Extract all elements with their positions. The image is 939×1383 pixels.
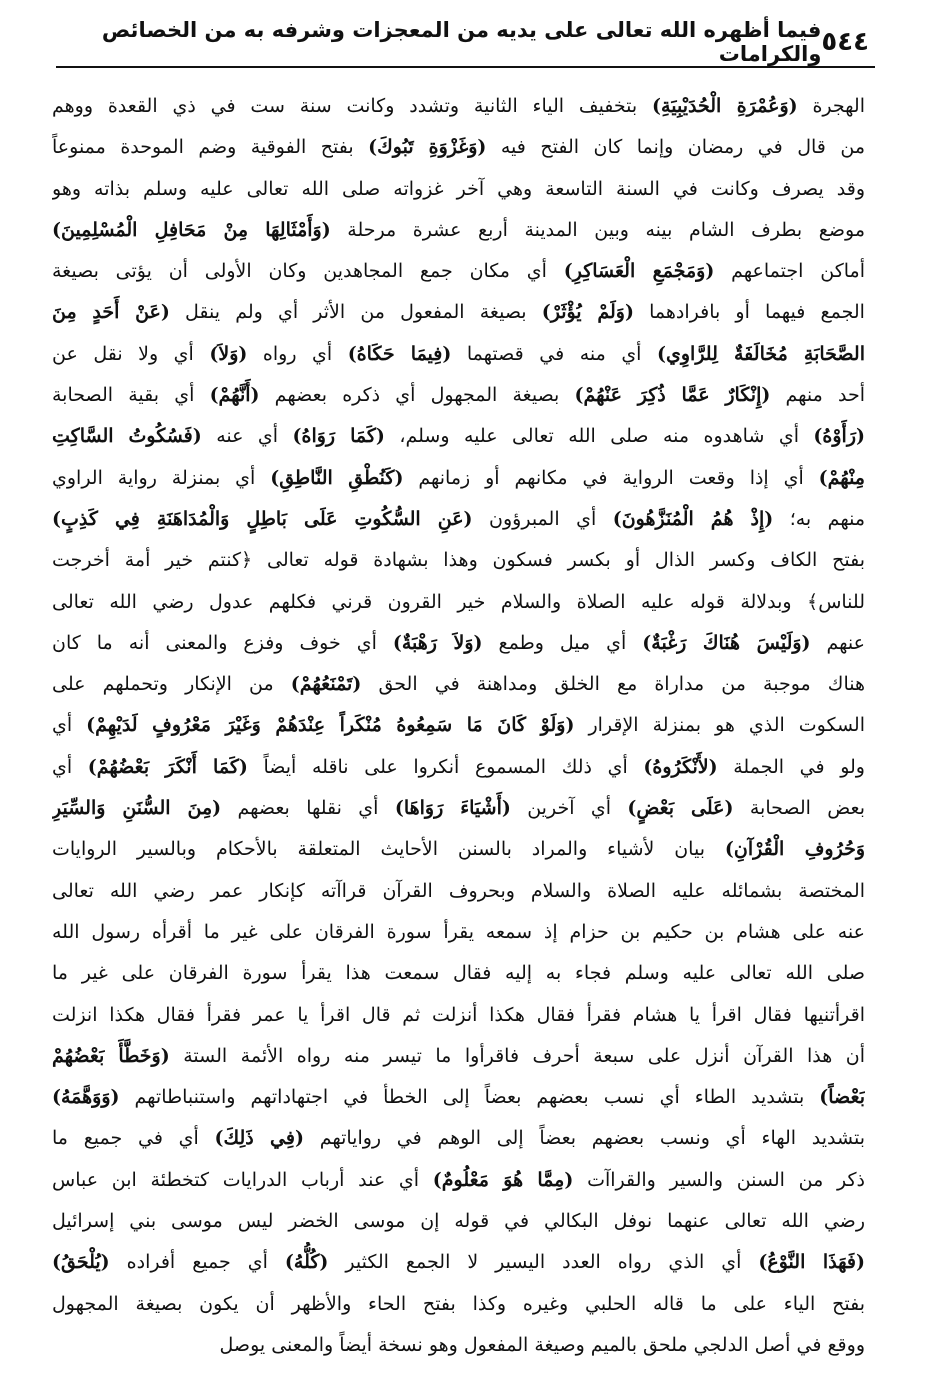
commentary-text: أي في جميع ما	[52, 1127, 215, 1150]
text-line	[52, 375, 865, 416]
text-line	[52, 1325, 865, 1366]
commentary-text: الهجرة	[797, 95, 865, 117]
text-line	[52, 995, 865, 1036]
text-line	[52, 416, 865, 457]
quoted-matn-text: (رَأَوْهُ)	[813, 425, 865, 448]
text-line	[52, 1077, 865, 1118]
commentary-text: ذكر من السنن والسير والقراآت	[573, 1168, 865, 1191]
quoted-matn-text: (وَلاَ رَهْبَةٌ)	[392, 631, 483, 654]
commentary-text: بفتح الفوقية وضم الموحدة ممنوعاً	[52, 136, 369, 159]
running-header	[58, 18, 869, 66]
commentary-text: بتشديد الهاء أي ونسب بعضهم بعضاً إلى الوهم في رواياتهم	[303, 1127, 865, 1150]
body-text	[52, 86, 865, 1366]
commentary-text: أي بقية الصحابة	[52, 384, 210, 407]
text-line	[52, 540, 865, 581]
quoted-matn-text: (عَنِ السُّكُوتِ عَلَى بَاطِلٍ وَالْمُدَاهَنَةِ فِي كَذِبٍ)	[52, 507, 473, 530]
commentary-text: اقرأتنيها فقال اقرأ يا هشام فقرأ فقال هكذا أنزلت ثم قال اقرأ يا عمر فقرأ فقال هكذا انزلت	[52, 1003, 865, 1026]
text-line	[52, 871, 865, 912]
quoted-matn-text: مِنْهُمْ)	[818, 466, 865, 489]
quoted-matn-text: (وَعُمْرَةِ الْحُدَيْبِيَةِ)	[652, 95, 798, 117]
commentary-text: أي ذلك المسموع أنكروا على ناقله أيضاً	[247, 755, 644, 778]
commentary-text: أي عنه	[201, 425, 293, 448]
quoted-matn-text: (مِنَ السُّنَنِ وَالسِّيَرِ	[52, 797, 222, 820]
text-line	[52, 705, 865, 746]
text-line	[52, 1160, 865, 1201]
commentary-text: بتشديد الطاء أي نسب بعضهم بعضاً إلى الخطأ في اجتهاداتهم واستنباطاتهم	[119, 1086, 820, 1109]
commentary-text: من قال في رمضان وإنما كان الفتح فيه	[486, 136, 865, 159]
text-line	[52, 1284, 865, 1325]
text-line	[52, 829, 865, 870]
commentary-text: بتخفيف الياء الثانية وتشدد وكانت سنة ست في ذي القعدة ووهم	[52, 95, 653, 117]
commentary-text: أي خوف وفزع والمعنى أنه ما كان	[52, 631, 393, 654]
quoted-matn-text: (فِي ذَلِكَ)	[214, 1127, 304, 1150]
quoted-matn-text: (وَلَمْ يُؤْثَرْ)	[541, 301, 634, 324]
quoted-matn-text: (فَسُكُوتُ السَّاكِتِ	[52, 425, 202, 448]
commentary-text: بفتح الياء على ما قاله الحلبي وغيره وكذا بفتح الحاء والأظهر أن يكون بصيغة المجهول	[52, 1292, 865, 1315]
commentary-text: منهم به؛	[773, 507, 865, 530]
quoted-matn-text: (وَخَطَّأَ بَعْضُهُمْ	[52, 1044, 170, 1067]
commentary-text: المختصة بشمائله عليه الصلاة والسلام وبحروف القرآن قراآته كإنكار عمر رضي الله تعالى	[52, 879, 865, 902]
quoted-matn-text: (تَمْنَعُهُمْ)	[290, 673, 362, 696]
commentary-text: السكوت الذي هو بمنزلة الإقرار	[574, 714, 865, 737]
text-line	[52, 747, 865, 788]
quoted-matn-text: وَحُرُوفِ الْقُرْآنِ)	[724, 838, 865, 861]
commentary-text: أي منه في قصتهما	[451, 342, 657, 365]
text-line	[52, 169, 865, 210]
header-divider	[56, 66, 875, 68]
commentary-text: أي الذي رواه العدد اليسير لا الجمع الكثير	[328, 1251, 759, 1274]
quoted-matn-text: بَعْضاً)	[819, 1086, 865, 1109]
quoted-matn-text: (إِذْ هُمُ الْمُنَزَّهُونَ)	[612, 507, 774, 530]
quoted-matn-text: (وَلَوْ كَانَ مَا سَمِعُوهُ مُنْكَراً عِنْدَهُمْ وَغَيْرَ مَعْرُوفٍ لَدَيْهِمْ)	[86, 714, 575, 737]
quoted-matn-text: (كَمَا أَنْكَرَ بَعْضُهُمْ)	[87, 755, 248, 778]
quoted-matn-text: (وَمَجْمَعِ الْعَسَاكِرِ)	[563, 260, 715, 283]
quoted-matn-text: (كَنُطْقِ النَّاطِقِ)	[270, 466, 404, 489]
commentary-text: الجمع فيهما أو بافرادهما	[633, 301, 865, 324]
quoted-matn-text: (لأَنْكَرُوهُ)	[643, 755, 718, 778]
quoted-matn-text: (وَأَمْثَالِهَا مِنْ مَحَافِلِ الْمُسْلِمِينَ)	[52, 218, 331, 241]
commentary-text: هناك موجبة من مداراة مع الخلق ومداهنة في الحق	[361, 673, 865, 696]
commentary-text: بعض الصحابة	[733, 797, 865, 820]
quoted-matn-text: (عَلَى بَعْضٍ)	[627, 797, 734, 820]
commentary-text: بصيغة المجهول أي ذكره بعضهم	[259, 384, 575, 407]
quoted-matn-text: (إِنْكَارٌ عَمَّا ذُكِرَ عَنْهُمْ)	[574, 384, 771, 407]
commentary-text: أحد منهم	[770, 384, 865, 407]
text-line	[52, 1118, 865, 1159]
quoted-matn-text: (أَنَّهُمْ)	[209, 384, 260, 407]
commentary-text: من الإنكار وتحملهم على	[52, 673, 291, 696]
commentary-text: أي ميل وطمع	[482, 631, 643, 654]
quoted-matn-text: الصَّحَابَةِ مُخَالَفَةٌ لِلرَّاوِي)	[657, 342, 865, 365]
commentary-text: أي	[52, 755, 88, 778]
commentary-text: أي شاهدوه منه صلى الله تعالى عليه وسلم،	[384, 425, 814, 448]
text-line	[52, 1036, 865, 1077]
text-line	[52, 1242, 865, 1283]
quoted-matn-text: (وَلاَ)	[209, 342, 248, 365]
quoted-matn-text: (كُلُّهُ)	[284, 1251, 329, 1274]
quoted-matn-text: (وَوَهَّمَهُ)	[52, 1086, 120, 1109]
commentary-text: أي مكان جمع المجاهدين وكان الأولى أن يؤتى بصيغة	[52, 260, 564, 283]
quoted-matn-text: (مِمَّا هُوَ مَعْلُومٌ)	[432, 1168, 574, 1191]
text-line	[52, 912, 865, 953]
quoted-matn-text: (فِيمَا حَكَاهُ)	[347, 342, 452, 365]
commentary-text: عنه على هشام بن حكيم بن حزام إذ سمعه يقرأ سورة الفرقان على غير ما أقرأه رسول الله	[52, 920, 865, 943]
commentary-text: أي بمنزلة رواية الراوي	[52, 466, 271, 489]
commentary-text: للناس﴾ وبدلالة قوله عليه الصلاة والسلام خير القرون قرني فكلهم عدول رضي الله تعالى	[52, 590, 865, 613]
text-line	[52, 788, 865, 829]
text-line	[52, 1201, 865, 1242]
commentary-text: أي رواه	[247, 342, 348, 365]
commentary-text: رضي الله تعالى عنهما نوفل البكالي في قوله إن موسى الخضر ليس موسى بني إسرائيل	[52, 1210, 865, 1233]
commentary-text: أماكن اجتماعهم	[714, 260, 865, 283]
commentary-text: أي آخرين	[510, 797, 628, 820]
quoted-matn-text: (يُلْحَقُ)	[52, 1251, 110, 1274]
text-line	[52, 127, 865, 168]
commentary-text: صلى الله تعالى عليه وسلم فجاء به إليه فقال سمعت هذا يقرأ سورة الفرقان على غير ما	[52, 962, 865, 985]
commentary-text: أي جميع أفراده	[109, 1251, 285, 1274]
text-line	[52, 623, 865, 664]
commentary-text: بيان لأشياء والمراد بالسنن الأحايث المتعلقة بالأحكام وبالسير الروايات	[52, 838, 725, 861]
commentary-text: ولو في الجملة	[717, 755, 865, 778]
quoted-matn-text: (أَشْيَاءَ رَوَاهَا)	[394, 797, 511, 820]
commentary-text: أي ولا نقل عن	[52, 342, 210, 365]
text-line	[52, 292, 865, 333]
quoted-matn-text: (وَغَزْوَةِ تَبُوكَ)	[368, 136, 487, 159]
commentary-text: أي المبرؤون	[472, 507, 613, 530]
commentary-text: أي نقلها بعضهم	[221, 797, 395, 820]
commentary-text: بصيغة المفعول من الأثر أي ولم ينقل	[169, 301, 542, 324]
commentary-text: وقد يصرف وكانت في السنة التاسعة وهي آخر غزواته صلى الله تعالى عليه وسلم بذاته وهو	[52, 177, 865, 200]
commentary-text: أي عند أرباب الدرايات كتخطئة ابن عباس	[52, 1168, 433, 1191]
page-number: ٥٤٤	[821, 27, 869, 57]
text-line	[52, 953, 865, 994]
quoted-matn-text: (فَهَذَا النَّوْعُ)	[758, 1251, 865, 1274]
commentary-text: بفتح الكاف وكسر الذال أو بكسر فسكون وهذا بشهادة قوله تعالى ﴿كنتم خير أمة أخرجت	[52, 549, 865, 572]
commentary-text: موضع بطرف الشام بينه وبين المدينة أربع عشرة مرحلة	[330, 218, 865, 241]
commentary-text: أن هذا القرآن أنزل على سبعة أحرف فاقرأوا ما تيسر منه رواه الأئمة الستة	[169, 1044, 865, 1067]
quoted-matn-text: (كَمَا رَوَاهُ)	[292, 425, 385, 448]
text-line	[52, 458, 865, 499]
text-line	[52, 334, 865, 375]
text-line	[52, 251, 865, 292]
quoted-matn-text: (وَلَيْسَ هُنَاكَ رَغْبَةٌ)	[642, 631, 811, 654]
commentary-text: ووقع في أصل الدلجي ملحق بالميم وصيغة المفعول وهو نسخة أيضاً والمعنى يوصل	[219, 1333, 865, 1356]
quoted-matn-text: (عَنْ أَحَدٍ مِنَ	[52, 301, 170, 324]
text-line	[52, 664, 865, 705]
commentary-text: أي	[52, 714, 87, 737]
running-header-title: فيما أظهره الله تعالى على يديه من المعجزات وشرفه به من الخصائص والكرامات	[101, 18, 822, 66]
text-line	[52, 86, 865, 127]
text-line	[52, 499, 865, 540]
text-line	[52, 582, 865, 623]
commentary-text: أي إذا وقعت الرواية في مكانهم أو زمانهم	[403, 466, 819, 489]
commentary-text: عنهم	[810, 631, 865, 654]
text-line	[52, 210, 865, 251]
